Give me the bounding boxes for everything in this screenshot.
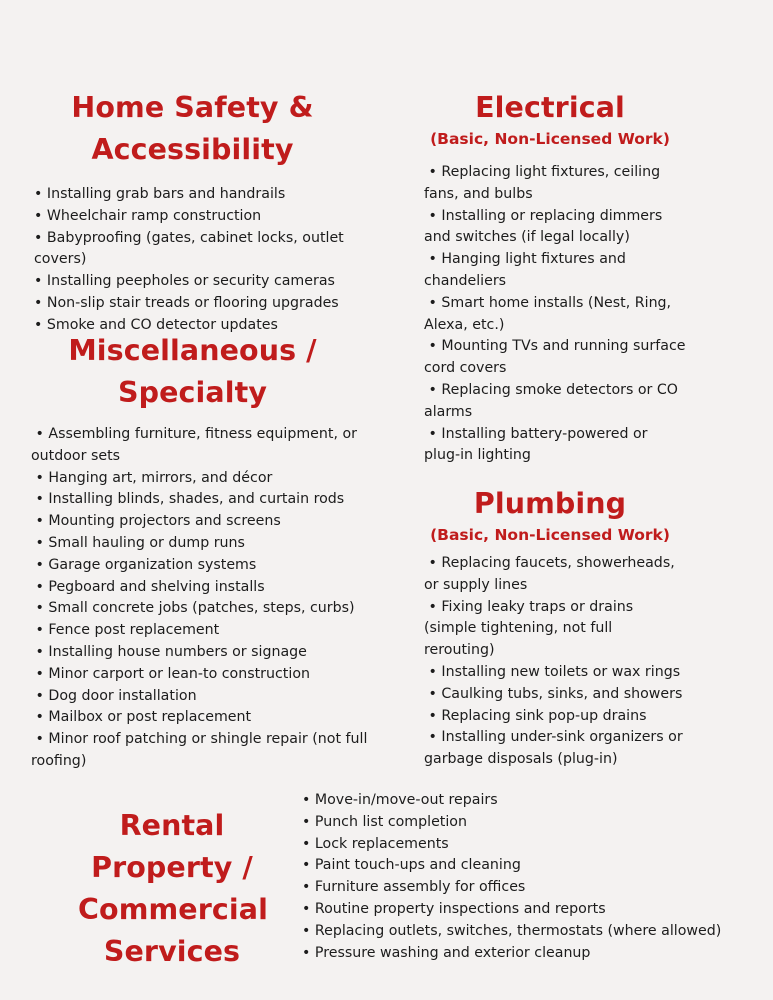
miscellaneous-title: Miscellaneous / Specialty [68,334,317,409]
list-item: • Garage organization systems [31,555,381,577]
list-item: • Paint touch-ups and cleaning [302,855,722,877]
plumbing-subtitle: (Basic, Non-Licensed Work) [430,526,670,544]
list-item: • Installing blinds, shades, and curtain rods [31,489,381,511]
electrical-list [424,162,686,467]
list-item: • Babyproofing (gates, cabinet locks, outlet covers) [34,228,394,272]
list-item: • Installing new toilets or wax rings [424,662,686,684]
list-item: • Hanging art, mirrors, and décor [31,468,381,490]
home-safety-list [34,184,394,337]
list-item: • Pressure washing and exterior cleanup [302,943,722,965]
list-item: • Replacing sink pop-up drains [424,706,686,728]
list-item: • Replacing faucets, showerheads, or supply lines [424,553,686,597]
list-item: • Wheelchair ramp construction [34,206,394,228]
list-item: • Installing house numbers or signage [31,642,381,664]
list-item: • Replacing outlets, switches, thermostats (where allowed) [302,921,722,943]
list-item: • Minor roof patching or shingle repair (not full roofing) [31,729,381,773]
list-item: • Assembling furniture, fitness equipment, or outdoor sets [31,424,381,468]
list-item: • Replacing smoke detectors or CO alarms [424,380,686,424]
list-item: • Pegboard and shelving installs [31,577,381,599]
list-item: • Installing or replacing dimmers and switches (if legal locally) [424,206,686,250]
electrical-subtitle: (Basic, Non-Licensed Work) [430,130,670,148]
miscellaneous-list [31,424,381,773]
list-item: • Minor carport or lean-to construction [31,664,381,686]
list-item: • Mailbox or post replacement [31,707,381,729]
list-item: • Small hauling or dump runs [31,533,381,555]
list-item: • Move-in/move-out repairs [302,790,722,812]
list-item: • Installing battery-powered or plug-in lighting [424,424,686,468]
list-item: • Mounting projectors and screens [31,511,381,533]
list-item: • Fence post replacement [31,620,381,642]
list-item: • Hanging light fixtures and chandeliers [424,249,686,293]
list-item: • Installing peepholes or security cameras [34,271,394,293]
list-item: • Smart home installs (Nest, Ring, Alexa, etc.) [424,293,686,337]
list-item: • Lock replacements [302,834,722,856]
list-item: • Routine property inspections and reports [302,899,722,921]
list-item: • Non-slip stair treads or flooring upgrades [34,293,394,315]
list-item: • Fixing leaky traps or drains (simple tightening, not full rerouting) [424,597,686,662]
list-item: • Dog door installation [31,686,381,708]
list-item: • Installing under-sink organizers or garbage disposals (plug-in) [424,727,686,771]
plumbing-title: Plumbing [473,487,627,520]
electrical-title: Electrical [475,91,625,124]
list-item: • Mounting TVs and running surface cord covers [424,336,686,380]
list-item: • Punch list completion [302,812,722,834]
rental-list [302,790,722,964]
list-item: • Small concrete jobs (patches, steps, curbs) [31,598,381,620]
list-item: • Installing grab bars and handrails [34,184,394,206]
plumbing-list [424,553,686,771]
list-item: • Furniture assembly for offices [302,877,722,899]
home-safety-title: Home Safety & Accessibility [71,91,314,166]
list-item: • Smoke and CO detector updates [34,315,394,337]
list-item: • Replacing light fixtures, ceiling fans, and bulbs [424,162,686,206]
list-item: • Caulking tubs, sinks, and showers [424,684,686,706]
rental-title: Rental Property / Commercial Services [78,809,268,968]
